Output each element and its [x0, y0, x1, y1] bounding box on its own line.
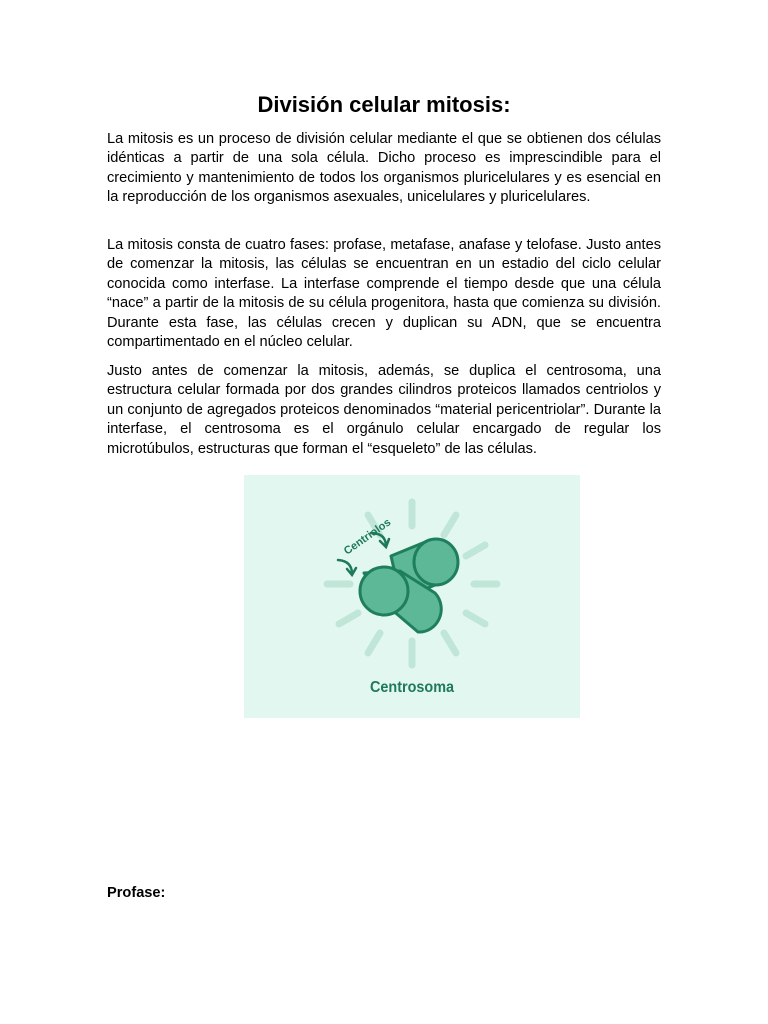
centrosome-illustration — [244, 475, 580, 718]
paragraph-intro: La mitosis es un proceso de división celular mediante el que se obtienen dos células idénticas a partir de una sola célula. Dicho proceso es imprescindible para el crecimiento y mantenimiento de todos los organismos pluricelulares y es esencial en la reproducción de los organismos asexuales, unicelulares y pluricelulares. — [107, 131, 661, 206]
ray — [466, 545, 485, 556]
ray — [368, 633, 380, 653]
paragraph-phases: La mitosis consta de cuatro fases: profase, metafase, anafase y telofase. Justo antes de comenzar la mitosis, las células se encuentran en un estadio del ciclo celular conocida como interfase. La interfase comprende el tiempo desde que una célula “nace” a partir de la mitosis de su célula progenitora, hasta que comienza su división. Durante esta fase, las células crecen y duplican su ADN, que se encuentra compartimentado en el núcleo celular. — [107, 237, 661, 351]
section-heading-profase: Profase: — [107, 885, 166, 901]
ray — [466, 613, 485, 624]
paragraph-centrosome: Justo antes de comenzar la mitosis, además, se duplica el centrosoma, una estructura celular formada por dos grandes cilindros proteicos llamados centriolos y un conjunto de agregados proteicos denominados “material pericentriolar”. Durante la interfase, el centrosoma es el orgánulo celular encargado de regular los microtúbulos, estructuras que forman el “esqueleto” de las células. — [107, 363, 661, 457]
page-title: División celular mitosis: — [257, 92, 511, 117]
ray — [339, 613, 358, 624]
centrosoma-label: Centrosoma — [369, 678, 455, 697]
centriolos-label: Centriolos — [341, 516, 394, 558]
centrosome-diagram — [244, 475, 580, 718]
ray — [444, 633, 456, 653]
ray — [444, 515, 456, 535]
